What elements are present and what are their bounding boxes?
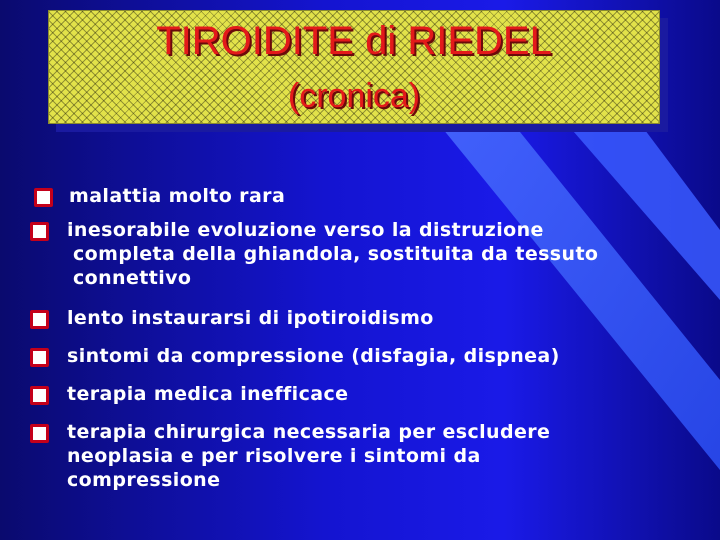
- list-item-text: [69, 184, 285, 208]
- list-item-line: terapia medica inefficace: [67, 383, 349, 405]
- list-item-text: [67, 306, 434, 330]
- checkbox-bullet-icon: [30, 310, 49, 329]
- list-item-line: lento instaurarsi di ipotiroidismo: [67, 307, 434, 329]
- list-item: [30, 344, 560, 368]
- list-item-line: inesorabile evoluzione verso la distruzione: [67, 219, 544, 241]
- list-item: [30, 218, 598, 290]
- checkbox-bullet-icon: [30, 348, 49, 367]
- list-item-text: [67, 382, 348, 406]
- list-item-line: neoplasia e per risolvere i sintomi da: [67, 445, 481, 467]
- list-item-line: completa della ghiandola, sostituita da tessuto: [73, 243, 599, 265]
- checkbox-bullet-icon: [34, 188, 53, 207]
- checkbox-bullet-icon: [30, 222, 49, 241]
- slide-subtitle: (cronica): [287, 77, 421, 115]
- slide-title: TIROIDITE di RIEDEL: [156, 19, 552, 63]
- list-item-text: [67, 420, 550, 492]
- list-item-line: sintomi da compressione (disfagia, dispnea): [67, 345, 560, 367]
- list-item: [30, 306, 434, 330]
- checkbox-bullet-icon: [30, 386, 49, 405]
- list-item-line: malattia molto rara: [69, 185, 286, 207]
- list-item-line: compressione: [67, 469, 221, 491]
- list-item-text: [67, 218, 598, 290]
- list-item: [30, 420, 550, 492]
- checkbox-bullet-icon: [30, 424, 49, 443]
- list-item-text: [67, 344, 560, 368]
- title-box: [48, 10, 660, 124]
- list-item: [34, 184, 285, 208]
- list-item-line: connettivo: [73, 267, 192, 289]
- list-item: [30, 382, 348, 406]
- list-item-line: terapia chirurgica necessaria per escludere: [67, 421, 551, 443]
